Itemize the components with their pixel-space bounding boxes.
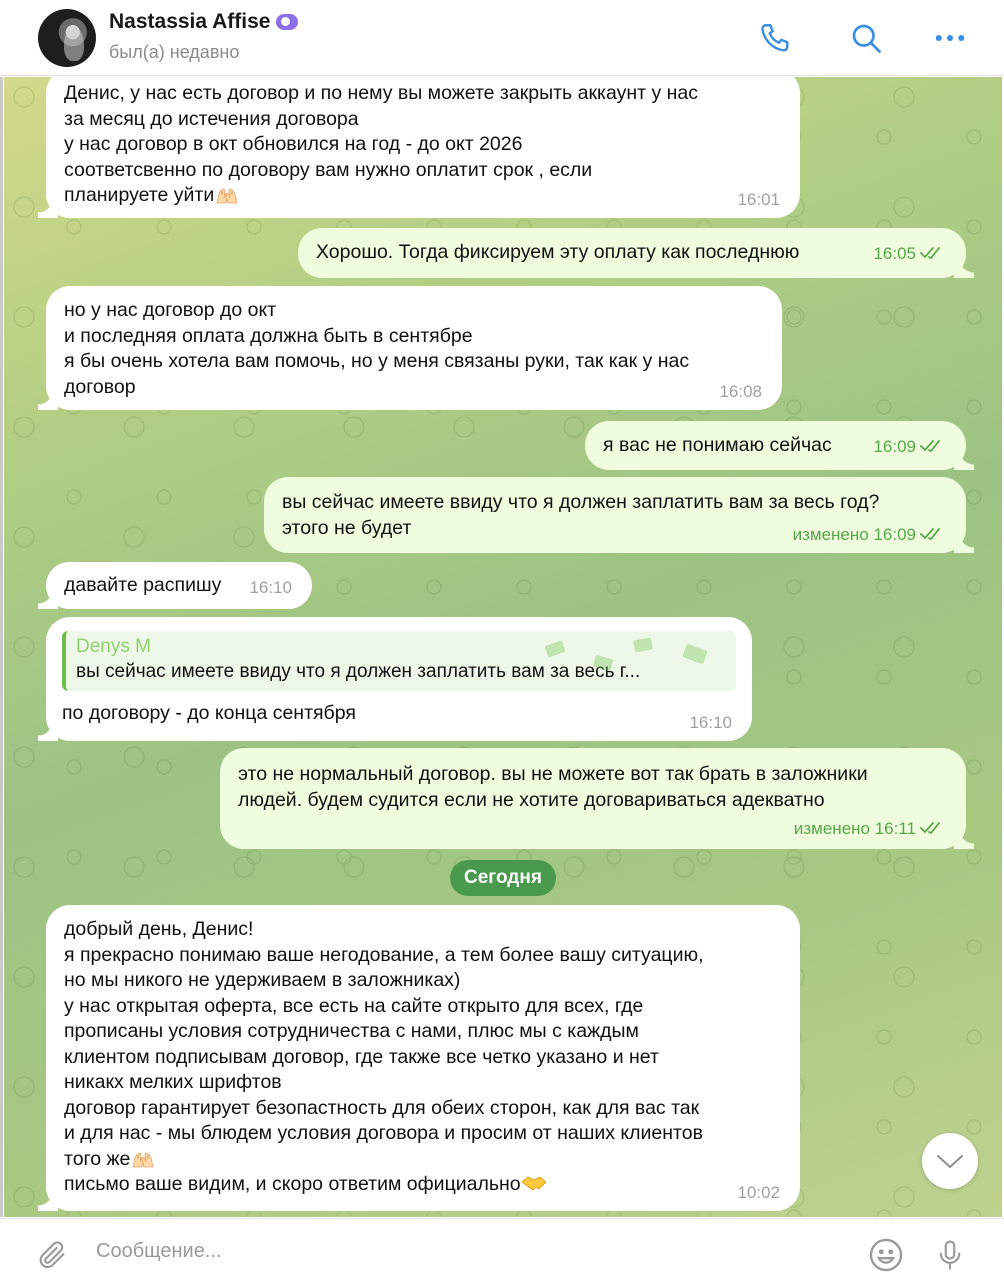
message-text: вы сейчас имеете ввиду что я должен заплатить вам за весь год? этого не будет [282, 491, 880, 539]
message-time: 16:09 [873, 434, 944, 460]
message-outgoing[interactable] [585, 421, 966, 470]
message-outgoing[interactable] [220, 748, 966, 849]
message-input[interactable] [96, 1233, 836, 1269]
search-icon[interactable] [846, 18, 886, 58]
message-time: 16:10 [249, 577, 292, 597]
message-incoming[interactable] [46, 286, 782, 410]
contact-name-text: Nastassia Affise [109, 10, 271, 33]
chevron-down-icon [935, 1151, 965, 1171]
read-checkmarks-icon [920, 439, 944, 453]
message-time: 16:01 [737, 189, 780, 209]
message-outgoing[interactable] [264, 477, 966, 553]
message-text: Хорошо. Тогда фиксируем эту оплату как последнюю [316, 241, 800, 263]
message-composer [0, 1218, 1004, 1280]
message-time: 16:08 [719, 381, 762, 401]
chat-area[interactable] [4, 77, 1002, 1217]
message-text: но у нас договор до окт и последняя оплата должна быть в сентябре я бы очень хотела вам помочь, но у меня связаны руки, так как у нас договор [64, 299, 690, 398]
read-checkmarks-icon [920, 527, 944, 541]
chat-header [0, 0, 1004, 76]
raising-hands-emoji-icon [214, 184, 240, 204]
avatar[interactable] [38, 9, 96, 67]
date-separator: Сегодня [450, 860, 556, 896]
last-seen-status: был(а) недавно [109, 42, 240, 62]
message-text: давайте распишу [64, 574, 222, 596]
message-time: 10:02 [737, 1182, 780, 1202]
message-time: 16:05 [873, 241, 944, 267]
message-text: я вас не понимаю сейчас [603, 434, 832, 456]
reply-author: Denys M [76, 636, 151, 657]
emoji-status-icon [276, 14, 298, 30]
read-checkmarks-icon [920, 821, 944, 835]
read-checkmarks-icon [920, 246, 944, 260]
message-incoming-reply[interactable] [46, 617, 752, 741]
emoji-icon[interactable] [866, 1235, 906, 1275]
message-time: изменено 16:11 [794, 816, 944, 842]
scroll-to-bottom-button[interactable] [922, 1133, 978, 1189]
phone-icon[interactable] [756, 18, 796, 58]
message-text: это не нормальный договор. вы не можете вот так брать в заложники людей. будем судится если не хотите договариваться адекватно [238, 763, 868, 811]
message-text: добрый день, Денис! я прекрасно понимаю ваше негодование, а тем более вашу ситуацию, но мы никого не удерживаем в заложниках) у нас открытая оферта, все есть на сайте открыто для всех, где прописаны условия сотрудничества с нами, плюс мы с каждым клиентом подписывам договор, где также все четко указано и нет никакх мелких шрифтов договор гарантирует безопастность для обеих сторон, как для вас так и для нас - мы блюдем условия договора и просим от наших клиентов того же письмо ваше видим, и скоро ответим официально [64, 918, 704, 1195]
message-time: изменено 16:09 [793, 522, 944, 548]
message-text: по договору - до конца сентября [62, 702, 356, 724]
message-incoming[interactable] [46, 905, 800, 1211]
message-incoming[interactable] [46, 562, 312, 609]
message-incoming[interactable] [46, 77, 800, 218]
message-time: 16:10 [689, 712, 732, 732]
reply-text: вы сейчас имеете ввиду что я должен заплатить вам за весь г... [76, 661, 641, 682]
message-outgoing[interactable] [298, 228, 966, 278]
microphone-icon[interactable] [930, 1235, 970, 1275]
handshake-emoji-icon [521, 1173, 547, 1193]
attach-icon[interactable] [32, 1235, 72, 1275]
money-sticker-icon [534, 635, 724, 685]
window-edge [0, 77, 3, 1217]
raising-hands-emoji-icon [130, 1148, 156, 1168]
message-text: Денис, у нас есть договор и по нему вы можете закрыть аккаунт у нас за месяц до истечения договора у нас договор в окт обновился на год - до окт 2026 соответсвенно по договору вам нужно оплатит срок , если планируете уйти [64, 82, 698, 206]
reply-quote[interactable] [62, 631, 736, 691]
contact-name[interactable] [109, 10, 298, 34]
more-icon[interactable] [930, 18, 970, 58]
